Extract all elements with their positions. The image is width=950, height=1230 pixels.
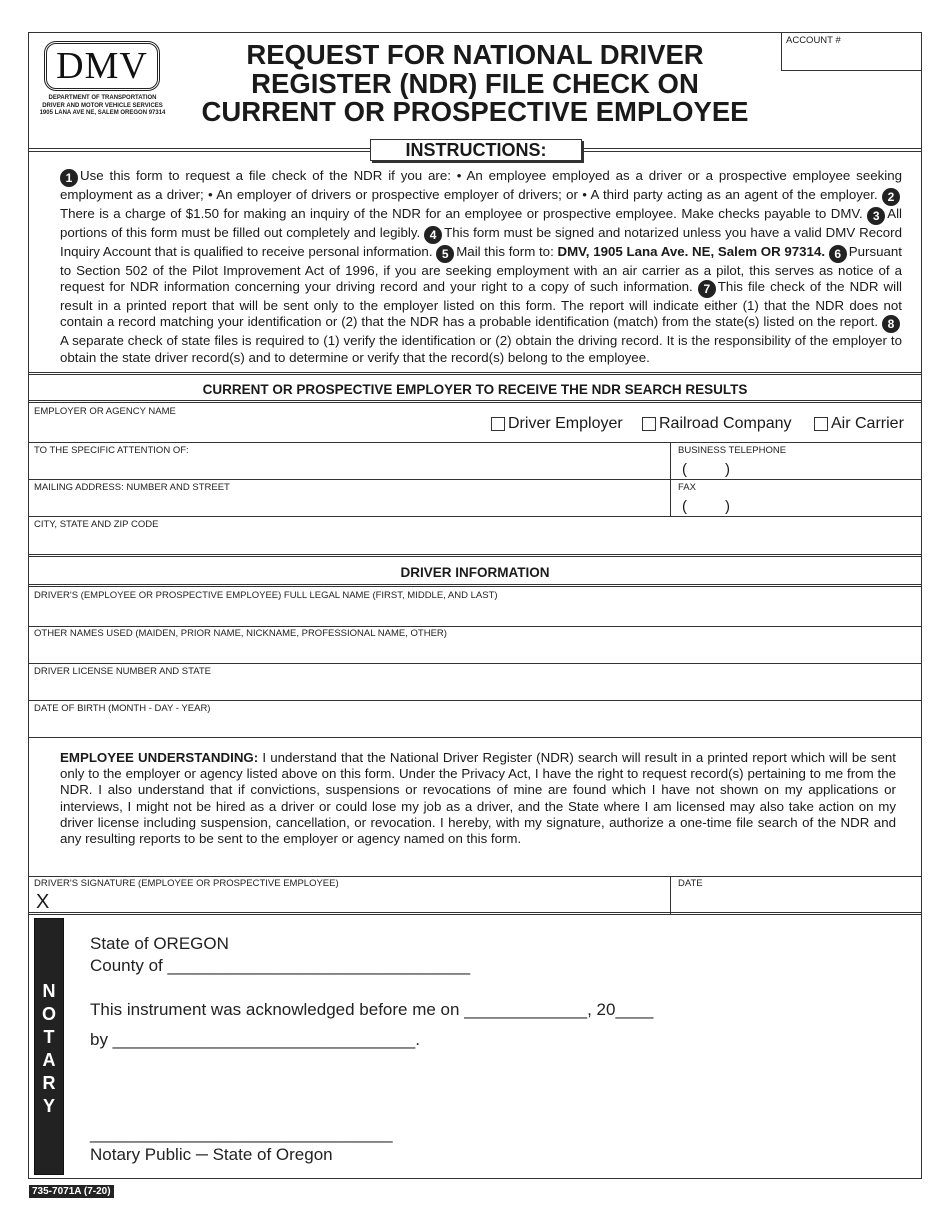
- driver-section-heading: DRIVER INFORMATION: [400, 565, 550, 580]
- title-line-3: CURRENT OR PROSPECTIVE EMPLOYEE: [201, 96, 749, 127]
- notary-letter: T: [43, 1027, 55, 1047]
- row-divider: [28, 876, 922, 877]
- account-number-field[interactable]: [781, 32, 922, 71]
- row-divider: [28, 737, 922, 738]
- notary-vertical-label: [34, 980, 64, 1118]
- divider-right: [584, 148, 922, 152]
- dept-line-1: DEPARTMENT OF TRANSPORTATION: [48, 95, 157, 101]
- city-state-zip-label: CITY, STATE AND ZIP CODE: [34, 519, 159, 530]
- notary-public-label: Notary Public ─ State of Oregon: [90, 1145, 333, 1164]
- step-6-badge: 6: [829, 245, 847, 263]
- step-2-badge: 2: [882, 188, 900, 206]
- row-divider: [28, 700, 922, 701]
- notary-county: County of ________________________________: [90, 956, 471, 975]
- section-divider: [28, 584, 922, 587]
- step-3-text: All portions of this form must be filled out completely and legibly.: [60, 206, 902, 240]
- step-5-text: Mail this form to:: [456, 244, 554, 259]
- mailing-address-label: MAILING ADDRESS: NUMBER AND STREET: [34, 482, 230, 493]
- notary-state: State of OREGON: [90, 934, 229, 953]
- employee-understanding: [60, 750, 896, 847]
- phone-area-open: (: [682, 461, 687, 478]
- step-8-badge: 8: [882, 315, 900, 333]
- step-7-text: This file check of the NDR will result in a printed report that will be sent only to the employer listed on this form. The report will indicate either (1) that the NDR does not contain a record matching your identification or (2) that the NDR has a probable identification (match) from the state(s) listed on the report.: [60, 279, 902, 330]
- air-carrier-checkbox[interactable]: [814, 417, 828, 431]
- driver-name-label: DRIVER'S (EMPLOYEE OR PROSPECTIVE EMPLOYEE) FULL LEGAL NAME (FIRST, MIDDLE, AND LAST): [34, 590, 498, 601]
- notary-letter: A: [42, 1050, 56, 1070]
- signature-label: DRIVER'S SIGNATURE (EMPLOYEE OR PROSPECTIVE EMPLOYEE): [34, 878, 339, 889]
- section-divider: [28, 372, 922, 375]
- section-divider: [28, 912, 922, 915]
- notary-by: by ________________________________.: [90, 1030, 420, 1049]
- driver-employer-label: Driver Employer: [508, 415, 623, 432]
- notary-signature-line: ________________________________: [90, 1124, 393, 1143]
- attention-label: TO THE SPECIFIC ATTENTION OF:: [34, 445, 189, 456]
- driver-employer-option[interactable]: [491, 415, 623, 433]
- railroad-company-label: Railroad Company: [659, 415, 792, 432]
- employer-section-heading: CURRENT OR PROSPECTIVE EMPLOYER TO RECEIVE THE NDR SEARCH RESULTS: [202, 382, 748, 397]
- step-5-badge: 5: [436, 245, 454, 263]
- fax-area-close: ): [725, 498, 730, 515]
- section-divider: [28, 554, 922, 557]
- notary-acknowledged: This instrument was acknowledged before me on _____________, 20____: [90, 1000, 654, 1019]
- department-info: [30, 95, 175, 118]
- row-divider: [28, 516, 922, 517]
- step-4-badge: 4: [424, 226, 442, 244]
- fax-area-open: (: [682, 498, 687, 515]
- row-divider: [28, 663, 922, 664]
- row-divider: [28, 442, 922, 443]
- dept-line-3: 1905 LANA AVE NE, SALEM OREGON 97314: [39, 110, 166, 116]
- business-telephone-label: BUSINESS TELEPHONE: [678, 445, 787, 456]
- understanding-heading: EMPLOYEE UNDERSTANDING:: [60, 750, 259, 765]
- notary-letter: O: [41, 1004, 56, 1024]
- step-8-text: A separate check of state files is required to (1) verify the identification or (2) obtain the driving record. It is the responsibility of the employer to obtain the state driver record(s) and to determine or verify that the record(s) belong to the employee.: [60, 333, 902, 365]
- dmv-logo: [44, 41, 160, 91]
- row-divider: [28, 479, 922, 480]
- column-divider: [670, 876, 671, 914]
- step-1-badge: 1: [60, 169, 78, 187]
- signature-mark: X: [36, 891, 50, 913]
- air-carrier-label: Air Carrier: [831, 415, 904, 432]
- section-divider: [28, 400, 922, 403]
- notary-letter: Y: [42, 1096, 55, 1116]
- form-code: 735-7071A (7-20): [29, 1185, 114, 1198]
- title-line-1: REQUEST FOR NATIONAL DRIVER: [246, 39, 704, 70]
- notary-letter: N: [42, 981, 56, 1001]
- driver-employer-checkbox[interactable]: [491, 417, 505, 431]
- row-divider: [28, 626, 922, 627]
- dept-line-2: DRIVER AND MOTOR VEHICLE SERVICES: [42, 102, 163, 109]
- step-7-badge: 7: [698, 280, 716, 298]
- understanding-text: I understand that the National Driver Register (NDR) search will result in a printed report which will be sent only to the employer or agency listed above on this form. Under the Privacy Act, I have the right to request record(s) pertaining to me from the NDR. I also understand that if convictions, suspensions or revocations of mine are found which I have not shown on my applications or interviews, I might not be hired as a driver or could lose my job as a driver, and the State where I am licensed may also take action on my driver license including suspension, cancellation, or revocation. I hereby, with my signature, authorize a one-time file search of the NDR and any resulting reports to be sent to the employer or agency named on this form.: [60, 750, 896, 847]
- employer-name-label: EMPLOYER OR AGENCY NAME: [34, 406, 176, 417]
- step-2-text: There is a charge of $1.50 for making an inquiry of the NDR for an employee or prospective employee. Make checks payable to DMV.: [60, 206, 863, 221]
- fax-label: FAX: [678, 482, 696, 493]
- notary-letter: R: [42, 1073, 56, 1093]
- logo-text: DMV: [56, 45, 148, 87]
- air-carrier-option[interactable]: [814, 415, 904, 433]
- railroad-company-option[interactable]: [642, 415, 792, 433]
- step-5-address: DMV, 1905 Lana Ave. NE, Salem OR 97314.: [557, 244, 826, 259]
- divider-left: [28, 148, 370, 152]
- license-number-label: DRIVER LICENSE NUMBER AND STATE: [34, 666, 212, 677]
- signature-date-label: DATE: [678, 878, 703, 889]
- phone-area-close: ): [725, 461, 730, 478]
- date-of-birth-label: DATE OF BIRTH (MONTH - DAY - YEAR): [34, 703, 211, 714]
- account-label: ACCOUNT #: [786, 35, 841, 46]
- instructions-text: [60, 168, 902, 366]
- instructions-heading: INSTRUCTIONS:: [370, 139, 582, 161]
- railroad-company-checkbox[interactable]: [642, 417, 656, 431]
- step-4-text: This form must be signed and notarized unless you have a valid DMV Record Inquiry Account that is qualified to receive personal information.: [60, 225, 902, 259]
- step-3-badge: 3: [867, 207, 885, 225]
- title-line-2: REGISTER (NDR) FILE CHECK ON: [251, 67, 699, 99]
- step-1-text: Use this form to request a file check of the NDR if you are: • An employee employed as a driver or a prospective employee seeking employment as a driver; • An employer of drivers or prospective employer of drivers; or • A third party acting as an agent of the employer.: [60, 168, 902, 202]
- form-title: [190, 41, 760, 127]
- other-names-label: OTHER NAMES USED (MAIDEN, PRIOR NAME, NICKNAME, PROFESSIONAL NAME, OTHER): [34, 628, 447, 639]
- step-6-text: Pursuant to Section 502 of the Pilot Improvement Act of 1996, if you are seeking employment with an air carrier as a pilot, this serves as notice of a request for NDR information concerning your driving record and your right to a copy of such information.: [60, 244, 902, 295]
